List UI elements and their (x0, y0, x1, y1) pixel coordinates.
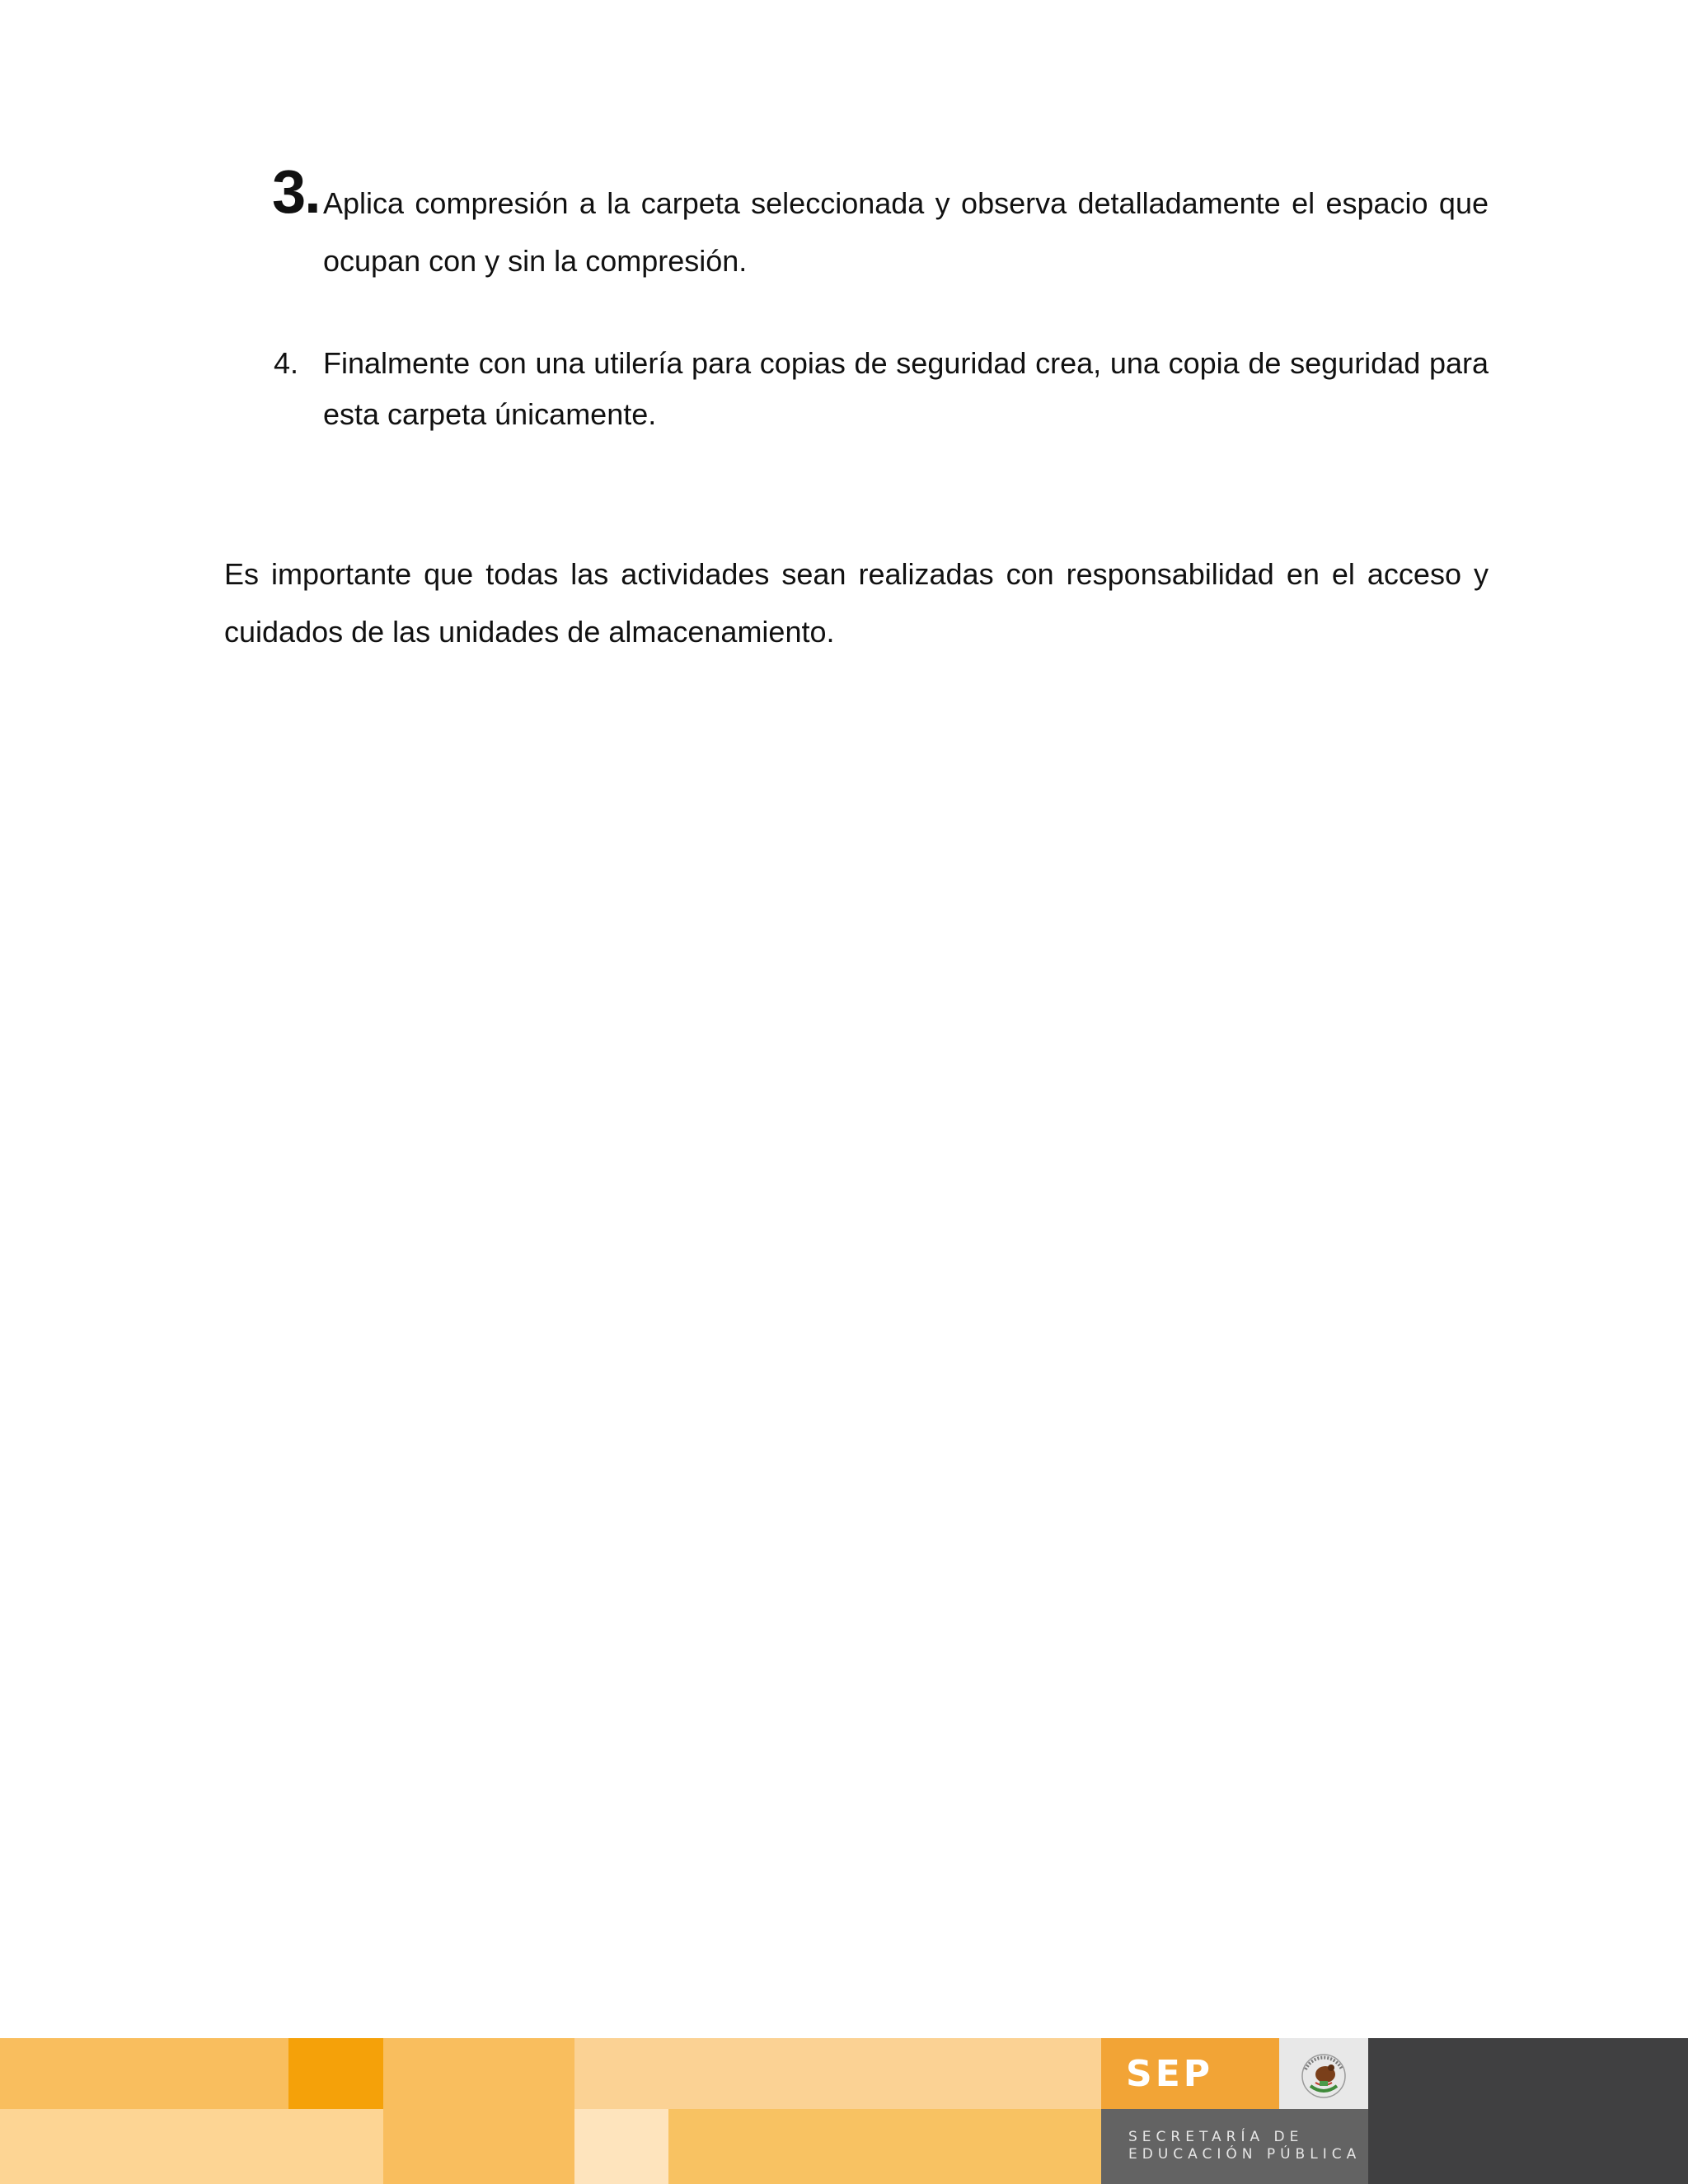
footer-band (0, 2038, 1688, 2184)
footer-dark-block (1368, 2038, 1688, 2184)
sep-subtitle-line2: EDUCACIÓN PÚBLICA (1128, 2146, 1362, 2163)
list-number-3: 3. (272, 157, 320, 226)
sep-logo: SEP (1126, 2053, 1213, 2095)
list-text-3: Aplica compresión a la carpeta seleccionada y observa detalladamente el espacio que ocupan con y sin la compresión. (323, 186, 1489, 278)
footer-block (288, 2038, 383, 2109)
footer-block (0, 2038, 288, 2109)
footer-block (668, 2109, 1101, 2184)
mexico-seal-icon (1292, 2045, 1355, 2104)
sep-subtitle (1128, 2129, 1361, 2163)
list-text-4: Finalmente con una utilería para copias de seguridad crea, una copia de seguridad para esta carpeta únicamente. (323, 346, 1489, 431)
list-item-3 (272, 157, 1489, 290)
sep-subtitle-line1: SECRETARÍA DE (1128, 2129, 1304, 2145)
footer-block (383, 2038, 574, 2184)
list-number-4: 4. (274, 346, 299, 380)
list-item-4 (274, 338, 1489, 440)
footer-block (0, 2109, 383, 2184)
closing-paragraph: Es importante que todas las actividades sean realizadas con responsabilidad en el acceso y cuidados de las unidades de almacenamiento. (224, 557, 1489, 649)
footer-block (574, 2109, 668, 2184)
footer-block (574, 2038, 1101, 2109)
